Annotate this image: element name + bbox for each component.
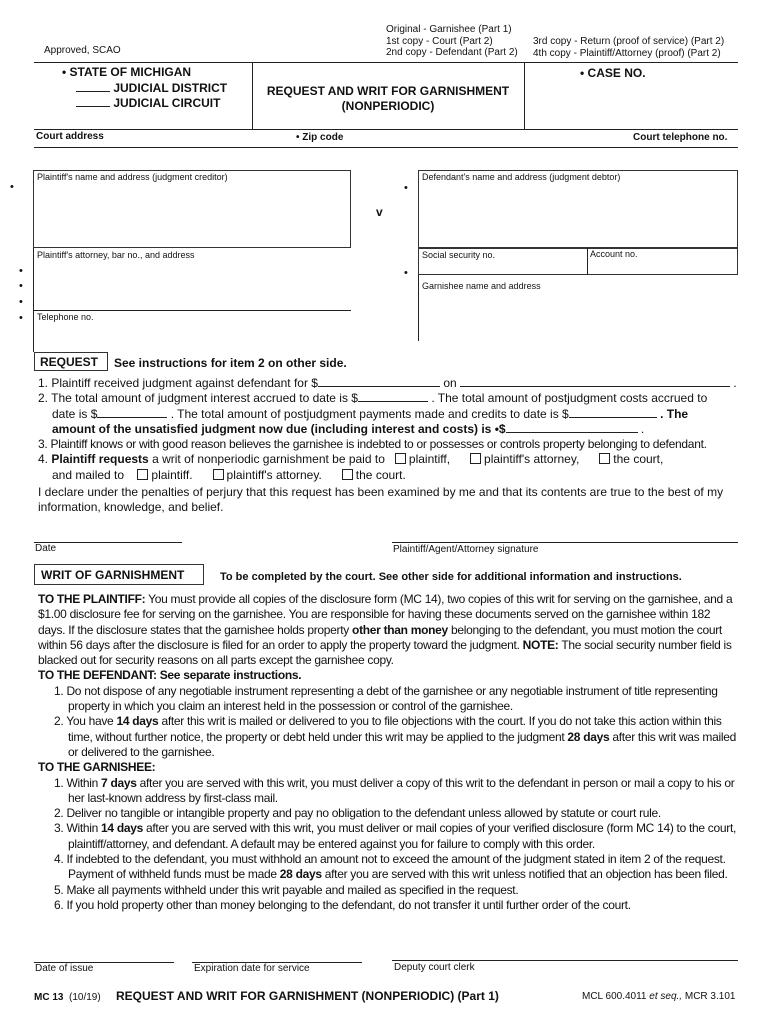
court-address-label: Court address (36, 131, 104, 142)
writ-label: WRIT OF GARNISHMENT (41, 568, 185, 582)
form-number: MC 13 (10/19) (34, 992, 101, 1003)
defendant-item-1: 1. Do not dispose of any negotiable instrument representing a debt of the garnishee or any negotiable instrument of title representing property in which you claim an interest held in the possession or control of the garnishee. (54, 683, 718, 714)
attorney-field-left (33, 248, 34, 310)
account-no-label: Account no. (590, 249, 638, 259)
court-telephone-label: Court telephone no. (633, 132, 728, 143)
bullet: • (19, 265, 23, 277)
item-1: 1. Plaintiff received judgment against defendant for $ on . (38, 376, 737, 390)
plaintiff-name-label: Plaintiff's name and address (judgment creditor) (37, 172, 228, 182)
clerk-line[interactable] (392, 960, 738, 961)
mail-attorney-checkbox[interactable] (213, 469, 224, 480)
to-defendant-heading: TO THE DEFENDANT: See separate instructions. (38, 668, 302, 683)
header-divider-right (524, 62, 525, 129)
copies-left (386, 24, 518, 59)
request-items (38, 376, 738, 516)
versus-label: v (376, 205, 383, 219)
ssn-label: Social security no. (422, 250, 496, 260)
bullet: • (404, 267, 408, 279)
declaration: I declare under the penalties of perjury that this request has been examined by me and that its contents are true to the best of my information, knowledge, and belief. (38, 485, 724, 515)
item-2: 2. The total amount of judgment interest accrued to date is $ . The total amount of postjudgment costs accrued to (38, 391, 708, 406)
item-2-line2: date is $ . The total amount of postjudgment payments made and credits to date is $ . The (52, 406, 689, 421)
attorney-field-bottom (33, 310, 351, 311)
garnishee-item-1: 1. Within 7 days after you are served with this writ, you must deliver a copy of this writ to the defendant in person or mail a copy to his or her last-known address by first-class mail. (54, 775, 735, 805)
bullet: • (19, 296, 23, 308)
garnishee-label: Garnishee name and address (422, 281, 541, 291)
date-of-issue-label: Date of issue (35, 963, 94, 974)
garnishee-item-5: 5. Make all payments withheld under this writ payable and mailed as specified in the request. (54, 882, 519, 897)
form-title-line1: REQUEST AND WRIT FOR GARNISHMENT (266, 84, 510, 98)
date-sign-line[interactable] (34, 542, 182, 543)
garnishee-item-6: 6. If you hold property other than money belonging to the defendant, do not transfer it until further order of the court. (54, 897, 631, 912)
telephone-field-left (33, 310, 34, 352)
bullet: • (19, 280, 23, 292)
copy-third: 3rd copy - Return (proof of service) (Part 2) (533, 36, 725, 47)
item-2-line3: amount of the unsatisfied judgment now due (including interest and costs) is •$ . (52, 421, 645, 436)
telephone-label: Telephone no. (37, 312, 94, 322)
copy-second: 2nd copy - Defendant (Part 2) (386, 47, 518, 58)
state-label: • STATE OF MICHIGAN (62, 65, 192, 79)
defendant-item-2: 2. You have 14 days after this writ is mailed or delivered to you to file objections with the court. If you do not take this action within this time, without further notice, the property or debt held under this writ may be applied to the judgment 28 days after this writ was mailed or delivered to the garnishee. (54, 714, 736, 759)
copies-right (533, 36, 724, 59)
bullet: • (10, 181, 14, 193)
date-label: Date (35, 543, 57, 554)
signature-label: Plaintiff/Agent/Attorney signature (393, 544, 539, 555)
writ-body (38, 592, 738, 913)
judgment-amount-input[interactable] (318, 376, 440, 387)
request-label: REQUEST (40, 355, 99, 369)
request-heading: See instructions for item 2 on other side. (114, 356, 347, 370)
pay-plaintiff-checkbox[interactable] (395, 453, 406, 464)
costs-input[interactable] (97, 407, 167, 418)
payments-input[interactable] (569, 407, 657, 418)
pay-attorney-checkbox[interactable] (470, 453, 481, 464)
unsatisfied-amount-input[interactable] (506, 422, 638, 433)
garnishee-item-2: 2. Deliver no tangible or intangible property and pay no obligation to the defendant unless allowed by statute or court rule. (54, 806, 661, 821)
mail-plaintiff-checkbox[interactable] (137, 469, 148, 480)
item-4: 4. Plaintiff requests a writ of nonperiodic garnishment be paid to plaintiff, plaintiff's attorney, the court, (38, 452, 664, 467)
expiration-label: Expiration date for service (194, 963, 310, 974)
item-3: 3. Plaintiff knows or with good reason believes the garnishee is indebted to or possesses or controls property belonging to defendant. (38, 437, 707, 452)
circuit-label: JUDICIAL CIRCUIT (76, 96, 220, 110)
statute-reference: MCL 600.4011 et seq., MCR 3.101 (582, 991, 736, 1002)
header-bottom-rule (34, 129, 738, 130)
pay-court-checkbox[interactable] (599, 453, 610, 464)
to-garnishee-heading: TO THE GARNISHEE: (38, 760, 156, 775)
zip-code-label: • Zip code (296, 132, 344, 143)
garnishee-item-4: 4. If indebted to the defendant, you must withhold an amount not to exceed the amount of the judgment stated in item 2 of the request. Payment of withheld funds must be made 28 days after you are served with this writ unless notified that an objection has been filed. (54, 852, 728, 882)
circuit-blank[interactable] (76, 96, 110, 107)
district-blank[interactable] (76, 81, 110, 92)
mail-court-checkbox[interactable] (342, 469, 353, 480)
copy-fourth: 4th copy - Plaintiff/Attorney (proof) (Part 2) (533, 47, 721, 59)
copy-original: Original - Garnishee (Part 1) (386, 24, 512, 35)
approved-label: Approved, SCAO (44, 45, 121, 56)
judgment-date-input[interactable] (460, 376, 730, 387)
header-top-rule (34, 62, 738, 63)
writ-note: To be completed by the court. See other side for additional information and instructions. (220, 571, 682, 583)
to-plaintiff-paragraph: TO THE PLAINTIFF: You must provide all copies of the disclosure form (MC 14), two copies of this writ for serving on the garnishee, and a $1.00 disclosure fee for serving on the garnishee. You are responsible for having these documents served on the garnishee within 182 days. If the disclosure states that the garnishee holds property other than money belonging to the defendant, you must motion the court within 56 days after the disclosure is filed for an order to apply the property toward the judgment. NOTE: The social security number field is blacked out for security reasons on all parts except the garnishee copy. (38, 592, 733, 668)
form-title-line2: (NONPERIODIC) (341, 99, 435, 113)
copy-first: 1st copy - Court (Part 2) (386, 35, 493, 47)
district-label: JUDICIAL DISTRICT (76, 81, 227, 95)
court-address-rule (34, 147, 738, 148)
item-4-line2: and mailed to plaintiff. plaintiff's attorney. the court. (52, 467, 406, 482)
defendant-name-label: Defendant's name and address (judgment debtor) (422, 172, 621, 182)
garnishee-item-3: 3. Within 14 days after you are served with this writ, you must deliver or mail copies of your verified disclosure (form MC 14) to the court, plaintiff/attorney, and defendant. A default may be entered against you for failure to comply with this order. (54, 821, 737, 851)
bullet: • (404, 182, 408, 194)
clerk-label: Deputy court clerk (394, 962, 475, 973)
interest-input[interactable] (358, 391, 428, 402)
footer-title: REQUEST AND WRIT FOR GARNISHMENT (NONPERIODIC) (Part 1) (116, 989, 499, 1003)
ssn-account-divider (587, 248, 588, 275)
garnishee-field-left (418, 275, 419, 341)
plaintiff-attorney-label: Plaintiff's attorney, bar no., and address (37, 250, 195, 260)
case-no-label: • CASE NO. (580, 66, 646, 80)
bullet: • (19, 312, 23, 324)
signature-line[interactable] (392, 542, 738, 543)
